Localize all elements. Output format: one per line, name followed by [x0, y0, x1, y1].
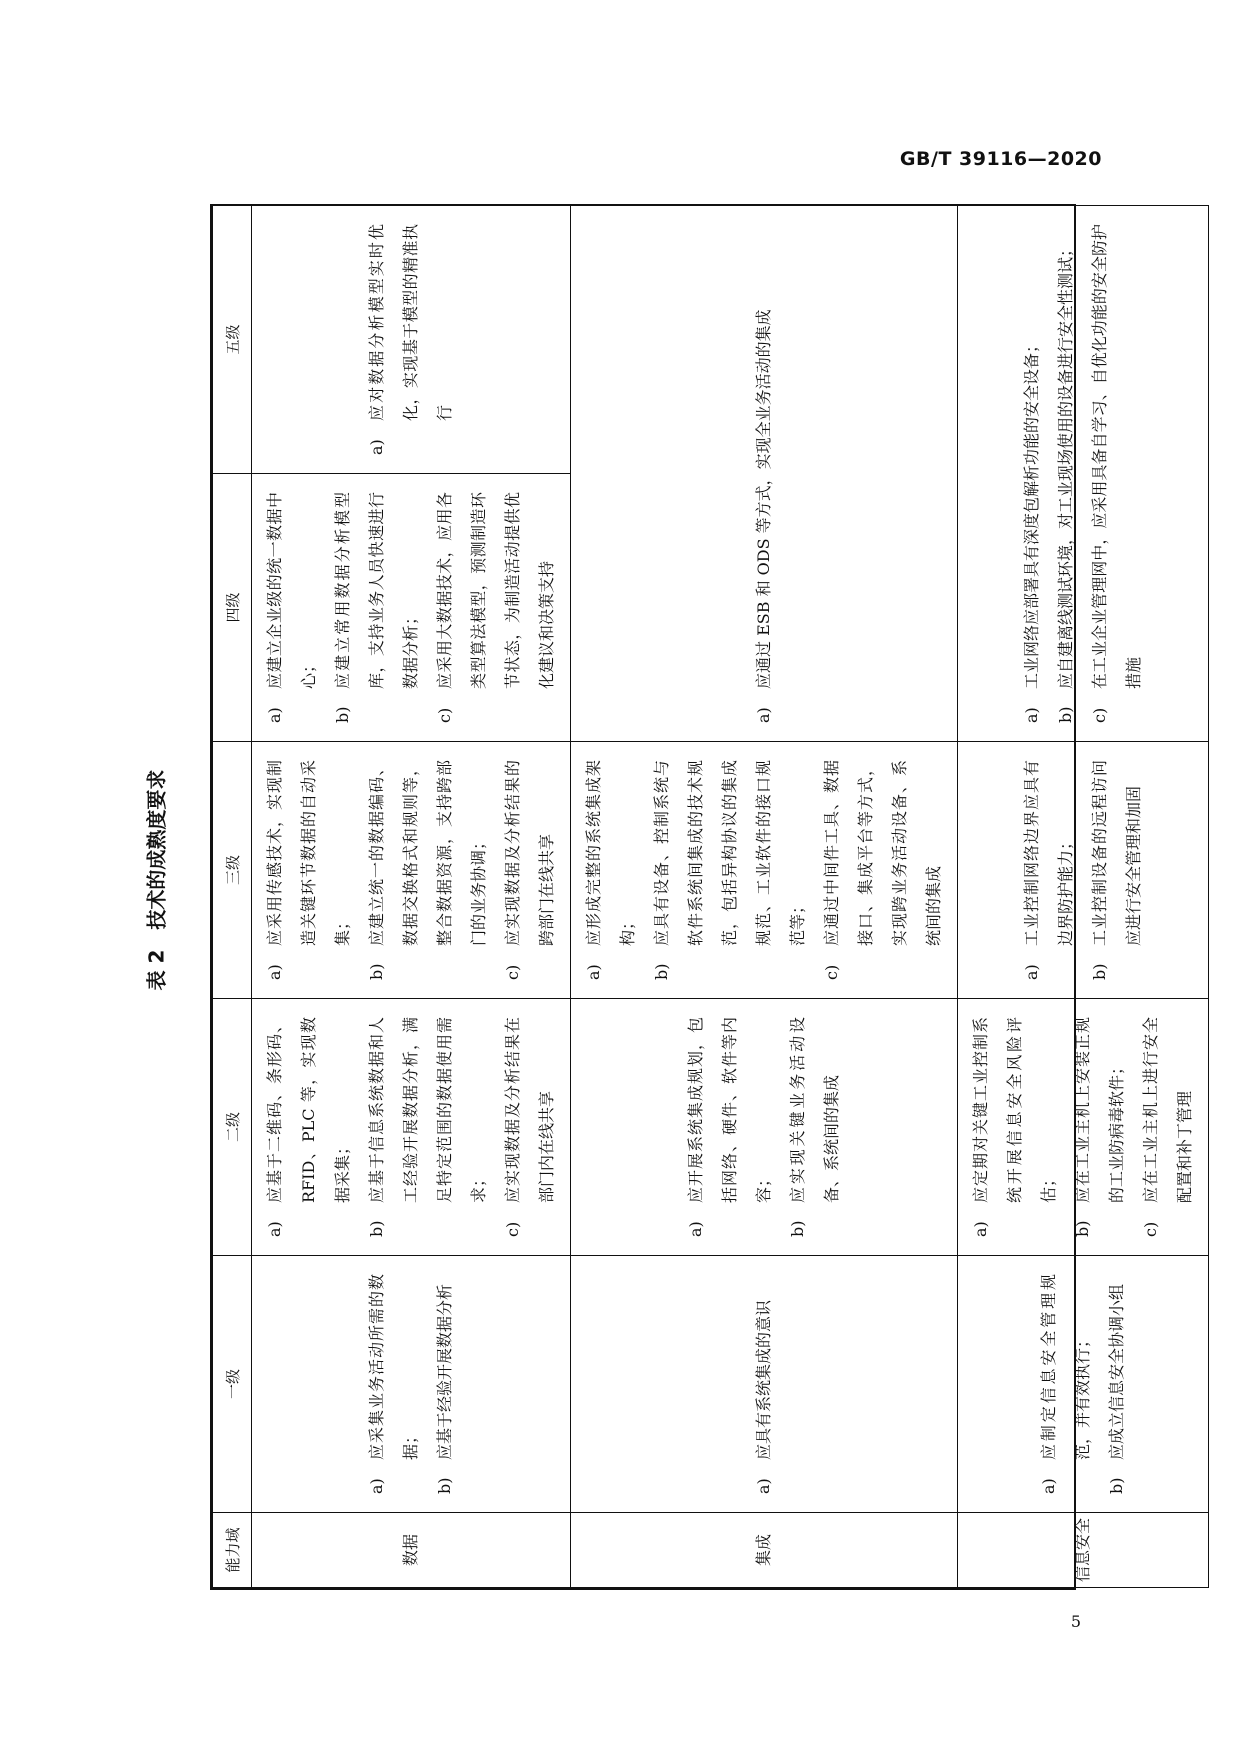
requirement-item: [1032, 1274, 1100, 1494]
item-text: 应采用传感技术，实现制造关键环节数据的自动采集；: [265, 760, 352, 946]
requirement-list: [1032, 1274, 1134, 1494]
requirement-item: [258, 1017, 360, 1237]
item-marker: b): [1056, 706, 1075, 723]
item-marker: c): [1090, 707, 1109, 723]
item-text: 应实现数据及分析结果在部门内在线共享: [503, 1017, 556, 1203]
requirement-item: [964, 1017, 1066, 1237]
item-text: 应制定信息安全管理规范，并有效执行；: [1039, 1274, 1092, 1460]
col-header-level5: 五级: [213, 206, 252, 474]
requirement-item: [781, 1017, 849, 1237]
col-header-domain: 能力域: [213, 1513, 252, 1588]
domain-cell: 信息安全: [958, 1513, 1209, 1588]
requirement-list: [258, 760, 564, 980]
requirement-item: [1100, 1274, 1134, 1494]
item-marker: a): [265, 964, 284, 980]
col-header-level1: 一级: [213, 1256, 252, 1513]
requirement-item: [428, 492, 564, 723]
cell-level1: [571, 1256, 958, 1513]
requirement-list: [747, 1274, 781, 1494]
item-marker: a): [1039, 1478, 1058, 1494]
item-text: 应实现关键业务活动设备、系统间的集成: [788, 1017, 841, 1203]
requirement-item: [577, 760, 645, 980]
requirement-item: [1134, 1017, 1202, 1237]
item-marker: a): [265, 1221, 284, 1237]
requirement-item: [679, 1017, 781, 1237]
item-marker: c): [503, 964, 522, 980]
item-text: 工业控制设备的远程访问应进行安全管理和加固: [1090, 760, 1143, 946]
requirement-list: [1015, 224, 1151, 723]
cell-level3: [958, 742, 1209, 999]
item-marker: a): [584, 964, 603, 980]
requirement-list: [360, 224, 462, 455]
item-marker: a): [265, 707, 284, 723]
item-text: 工业网络应部署具有深度包解析功能的安全设备；: [1022, 336, 1041, 689]
requirement-list: [1015, 760, 1151, 980]
domain-cell: 数据: [252, 1513, 571, 1588]
cell-level1: [958, 1256, 1209, 1513]
requirement-item: [645, 760, 815, 980]
maturity-table-frame: [210, 204, 1194, 1590]
item-marker: c): [503, 1221, 522, 1237]
item-text: 应具有系统集成的意识: [754, 1299, 773, 1460]
item-marker: a): [367, 439, 386, 455]
item-text: 应实现数据及分析结果的跨部门在线共享: [503, 760, 556, 946]
item-text: 应在工业主机上安装正规的工业防病毒软件；: [1073, 1017, 1126, 1203]
item-marker: a): [971, 1221, 990, 1237]
item-text: 应采用大数据技术，应用各类型算法模型，预测制造环节状态，为制造活动提供优化建议和决策支持: [435, 492, 556, 689]
item-text: 应定期对关键工业控制系统开展信息安全风险评估；: [971, 1017, 1058, 1203]
item-marker: a): [754, 707, 773, 723]
col-header-level4: 四级: [213, 474, 252, 742]
item-text: 应基于经验开展数据分析: [435, 1283, 454, 1460]
item-marker: b): [1090, 963, 1109, 980]
item-marker: b): [333, 706, 352, 723]
requirement-item: [1066, 1017, 1134, 1237]
requirement-item: [360, 1017, 496, 1237]
col-header-level2: 二级: [213, 999, 252, 1256]
requirement-item: [747, 1274, 781, 1494]
item-text: 应形成完整的系统集成架构；: [584, 760, 637, 946]
item-text: 工业控制网络边界应具有边界防护能力；: [1022, 760, 1075, 946]
item-marker: c): [435, 707, 454, 723]
item-marker: b): [367, 1220, 386, 1237]
requirement-item: [360, 760, 496, 980]
maturity-table-rotated: [212, 206, 1194, 1588]
col-header-level3: 三级: [213, 742, 252, 999]
item-text: 应建立统一的数据编码、数据交换格式和规则等，整合数据资源，支持跨部门的业务协调；: [367, 760, 488, 946]
maturity-table: [212, 205, 1209, 1588]
requirement-item: [1083, 760, 1151, 980]
item-text: 应开展系统集成规划，包括网络、硬件、软件等内容；: [686, 1017, 773, 1203]
item-marker: a): [686, 1221, 705, 1237]
item-text: 应自建离线测试环境，对工业现场使用的设备进行安全性测试；: [1056, 240, 1075, 689]
requirement-item: [815, 760, 951, 980]
page-number: 5: [1070, 1612, 1081, 1631]
item-marker: c): [822, 964, 841, 980]
item-marker: a): [754, 1478, 773, 1494]
item-marker: b): [788, 1220, 807, 1237]
item-marker: a): [1022, 964, 1041, 980]
item-text: 应采集业务活动所需的数据；: [367, 1274, 420, 1460]
item-text: 应成立信息安全协调小组: [1107, 1283, 1126, 1460]
cell-level4: [252, 474, 571, 742]
cell-level3: [252, 742, 571, 999]
requirement-item: [496, 760, 564, 980]
row-data: [252, 206, 571, 1588]
requirement-list: [258, 1017, 564, 1237]
item-text: 应具有设备、控制系统与软件系统间集成的技术规范，包括异构协议的集成规范、工业软件的接口规范等；: [652, 760, 807, 946]
domain-cell: 集成: [571, 1513, 958, 1588]
standard-number: GB/T 39116—2020: [899, 148, 1102, 170]
cell-level5: [252, 206, 571, 474]
cell-level2: [571, 999, 958, 1256]
item-marker: b): [1073, 1220, 1092, 1237]
item-marker: b): [435, 1477, 454, 1494]
cell-level3: [571, 742, 958, 999]
cell-level4-5: [958, 206, 1209, 742]
cell-level1: [252, 1256, 571, 1513]
table-header-row: [213, 206, 252, 1588]
requirement-list: [964, 1017, 1202, 1237]
requirement-list: [577, 760, 951, 980]
row-info-security: [958, 206, 1209, 1588]
item-text: 应建立常用数据分析模型库，支持业务人员快速进行数据分析；: [333, 492, 420, 689]
requirement-item: [747, 224, 781, 723]
requirement-item: [428, 1274, 462, 1494]
table-caption: 表 2 技术的成熟度要求: [144, 769, 169, 991]
item-text: 应建立企业级的统一数据中心；: [265, 492, 318, 689]
item-marker: a): [1022, 707, 1041, 723]
item-marker: b): [1107, 1477, 1126, 1494]
requirement-item: [326, 492, 428, 723]
item-text: 应基于信息系统数据和人工经验开展数据分析，满足特定范围的数据使用需求；: [367, 1017, 488, 1203]
requirement-item: [258, 492, 326, 723]
requirement-item: [360, 224, 462, 455]
item-text: 应通过中间件工具、数据接口、集成平台等方式，实现跨业务活动设备、系统间的集成: [822, 760, 943, 946]
item-marker: a): [367, 1478, 386, 1494]
item-marker: b): [367, 963, 386, 980]
cell-level4-5: [571, 206, 958, 742]
cell-level2: [252, 999, 571, 1256]
item-marker: c): [1141, 1221, 1160, 1237]
requirement-item: [1015, 224, 1049, 723]
requirement-item: [1015, 760, 1083, 980]
item-text: 应对数据分析模型实时优化，实现基于模型的精准执行: [367, 224, 454, 421]
requirement-list: [360, 1274, 462, 1494]
item-text: 应通过 ESB 和 ODS 等方式，实现全业务活动的集成: [754, 309, 773, 689]
row-integration: [571, 206, 958, 1588]
requirement-item: [258, 760, 360, 980]
requirement-list: [679, 1017, 849, 1237]
cell-level2: [958, 999, 1209, 1256]
item-text: 应基于二维码、条形码、RFID、PLC 等，实现数据采集；: [265, 1017, 352, 1203]
item-marker: b): [652, 963, 671, 980]
requirement-list: [258, 492, 564, 723]
requirement-item: [1083, 224, 1151, 723]
requirement-item: [1049, 224, 1083, 723]
item-text: 在工业企业管理网中，应采用具备自学习、自优化功能的安全防护措施: [1090, 224, 1143, 689]
item-text: 应在工业主机上进行安全配置和补丁管理: [1141, 1017, 1194, 1203]
requirement-list: [747, 224, 781, 723]
requirement-item: [360, 1274, 428, 1494]
requirement-item: [496, 1017, 564, 1237]
